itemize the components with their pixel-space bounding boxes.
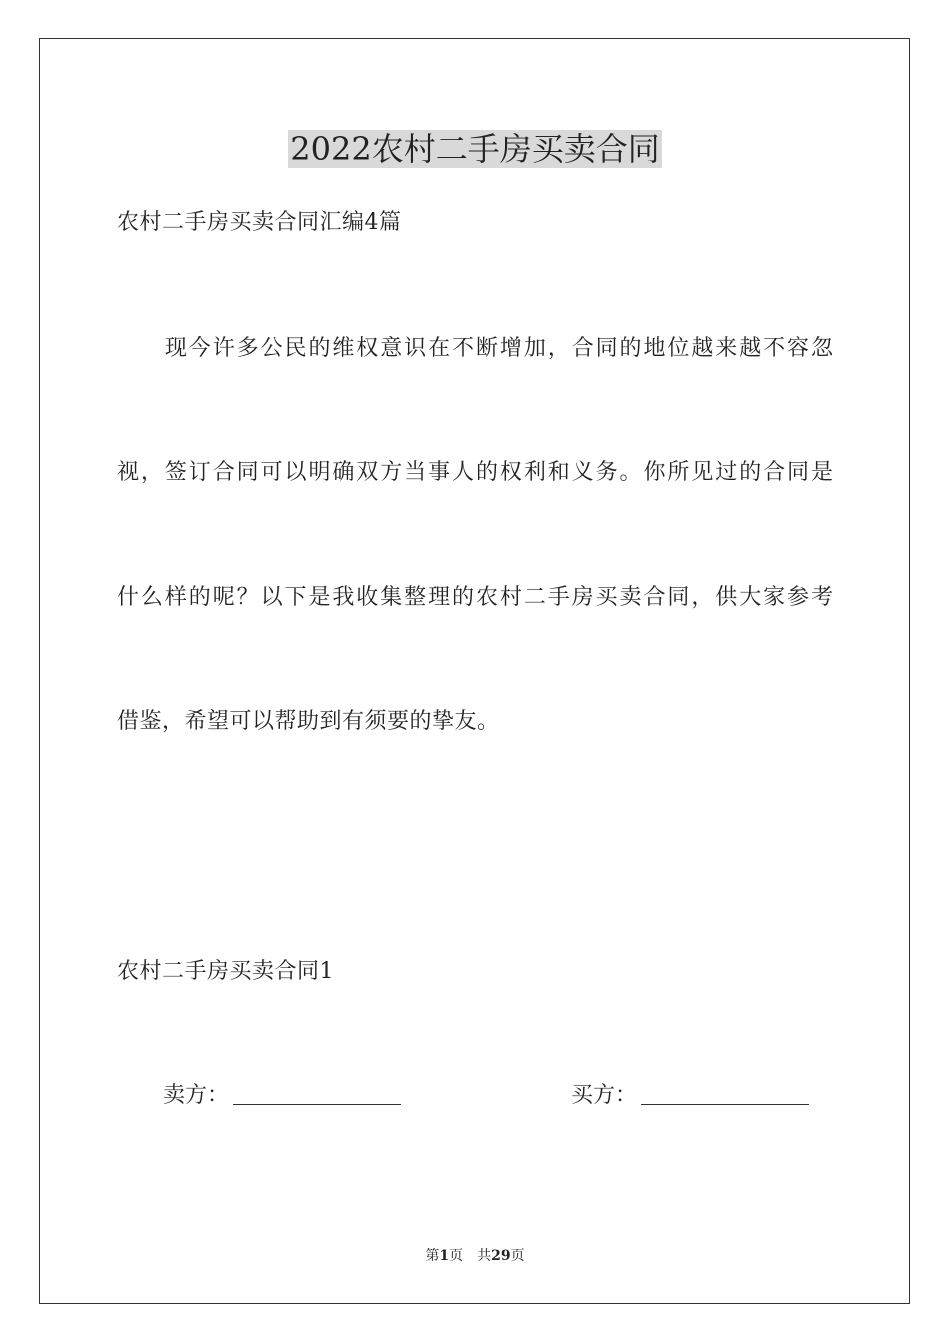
section-heading: 农村二手房买卖合同1: [117, 959, 334, 984]
total-prefix: 共: [477, 1248, 492, 1264]
page-prefix: 第: [425, 1248, 440, 1264]
total-pages: 29: [491, 1248, 511, 1264]
seller-signature-line: [233, 1104, 401, 1105]
document-subtitle: 农村二手房买卖合同汇编4篇: [117, 210, 402, 235]
buyer-signature-line: [641, 1104, 809, 1105]
intro-line-1: 现今许多公民的维权意识在不断增加，合同的地位越来越不容忽: [117, 336, 833, 361]
page-footer: [0, 1246, 950, 1266]
intro-line-4: 借鉴，希望可以帮助到有须要的挚友。: [117, 709, 500, 734]
document-title-text: 2022农村二手房买卖合同: [290, 130, 660, 168]
page-number: 1: [439, 1248, 450, 1264]
page-suffix: 页: [449, 1248, 464, 1264]
intro-line-3: 什么样的呢？以下是我收集整理的农村二手房买卖合同，供大家参考: [117, 585, 833, 610]
document-title: [0, 126, 950, 172]
buyer-label: 买方：: [571, 1083, 638, 1108]
seller-label: 卖方：: [163, 1083, 230, 1108]
intro-line-2: 视，签订合同可以明确双方当事人的权利和义务。你所见过的合同是: [117, 460, 833, 485]
total-suffix: 页: [510, 1248, 525, 1264]
